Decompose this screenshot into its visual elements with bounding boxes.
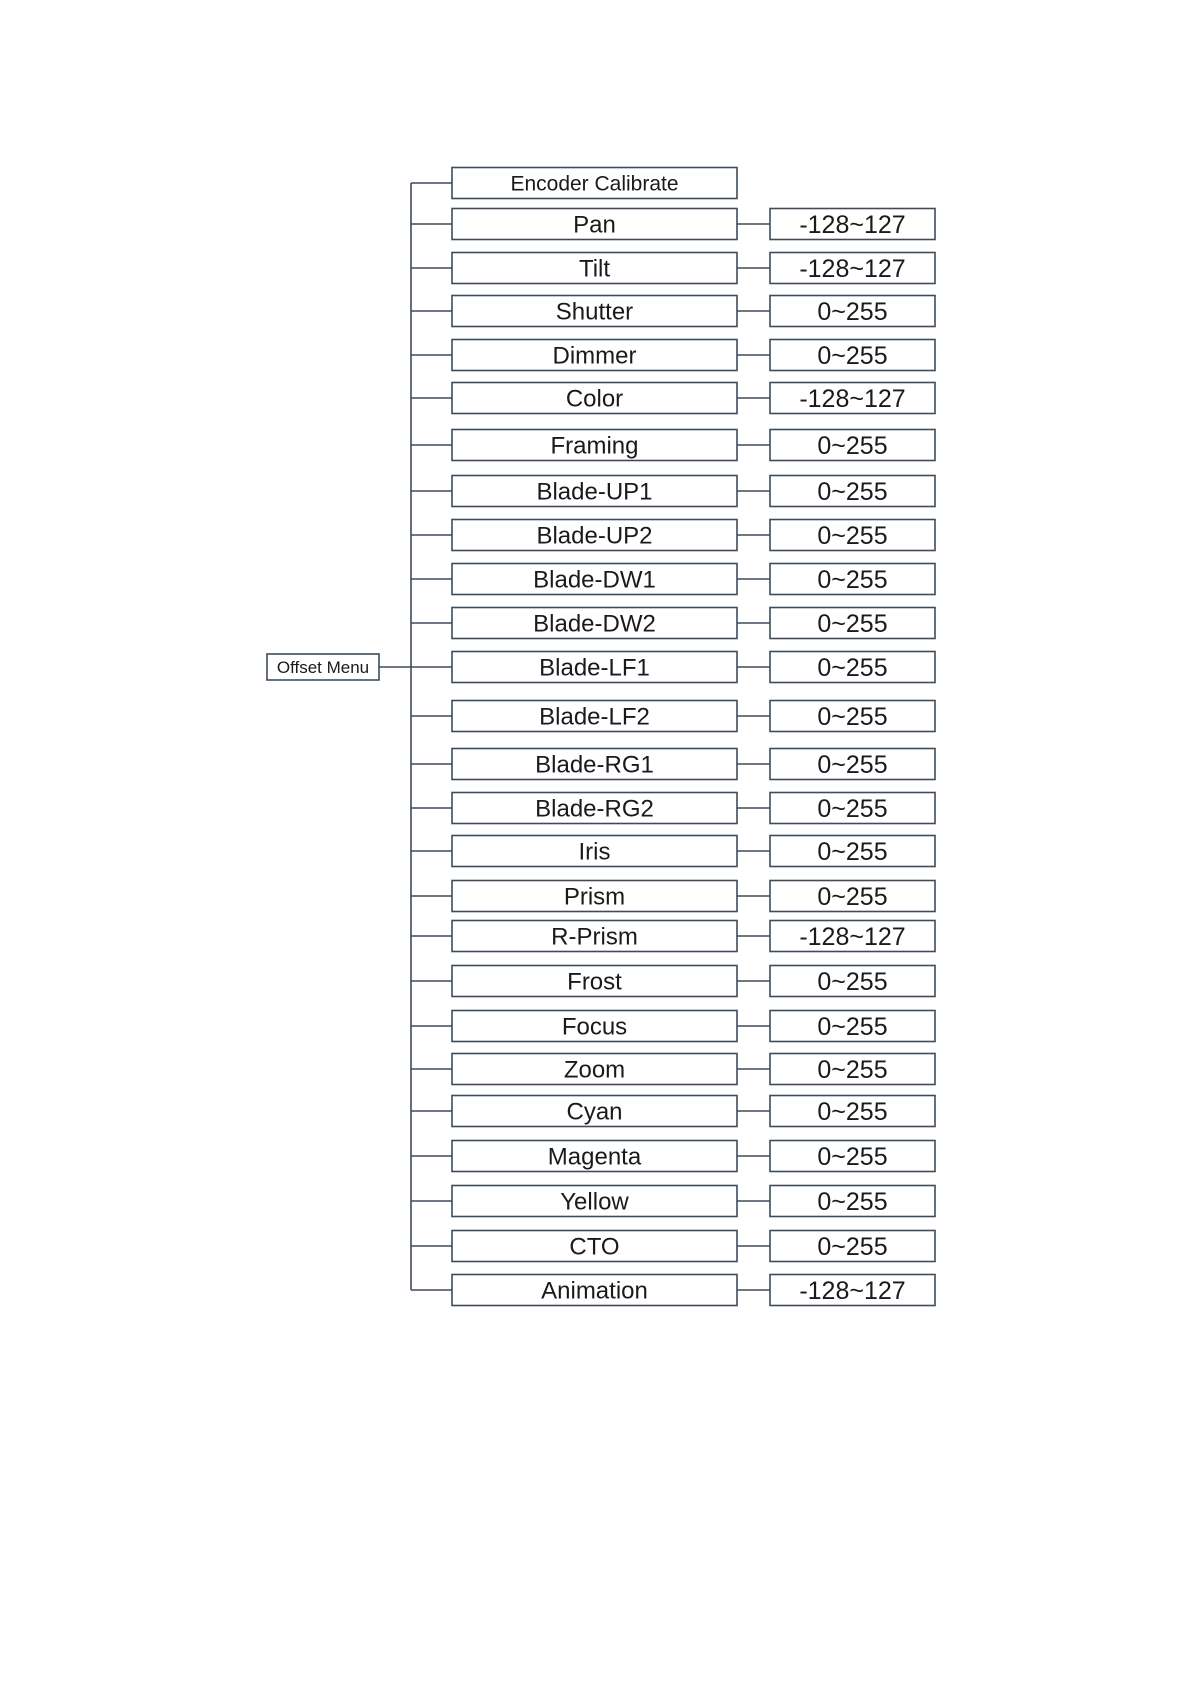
menu-item — [452, 564, 935, 595]
menu-item — [452, 168, 737, 199]
menu-items — [452, 168, 935, 1306]
item-label: CTO — [569, 1233, 620, 1261]
menu-item — [452, 430, 935, 461]
range-value: 0~255 — [817, 610, 888, 638]
menu-item — [452, 1186, 935, 1217]
range-value: -128~127 — [799, 255, 906, 283]
item-label: Yellow — [560, 1188, 629, 1216]
range-value: 0~255 — [817, 478, 888, 506]
range-value: 0~255 — [817, 795, 888, 823]
range-value: -128~127 — [799, 385, 906, 413]
menu-item — [452, 296, 935, 327]
menu-item — [452, 608, 935, 639]
item-label: Magenta — [547, 1143, 642, 1171]
root-label: Offset Menu — [276, 658, 370, 677]
menu-item — [452, 1231, 935, 1262]
item-label: Shutter — [555, 298, 634, 326]
range-value: 0~255 — [817, 1056, 888, 1084]
range-value: 0~255 — [817, 883, 888, 911]
item-label: Tilt — [578, 255, 611, 283]
item-label: Color — [565, 385, 624, 413]
range-value: 0~255 — [817, 1013, 888, 1041]
menu-item — [452, 921, 935, 952]
item-label: Zoom — [563, 1056, 626, 1084]
menu-item — [452, 520, 935, 551]
menu-item — [452, 1275, 935, 1306]
range-value: 0~255 — [817, 751, 888, 779]
range-value: 0~255 — [817, 838, 888, 866]
range-value: -128~127 — [799, 923, 906, 951]
item-label: Focus — [561, 1013, 628, 1041]
menu-item — [452, 340, 935, 371]
range-value: 0~255 — [817, 342, 888, 370]
item-label: Frost — [567, 968, 622, 996]
menu-item — [452, 966, 935, 997]
range-value: 0~255 — [817, 1098, 888, 1126]
range-value: 0~255 — [817, 522, 888, 550]
range-value: 0~255 — [817, 968, 888, 996]
item-label: Framing — [550, 432, 639, 460]
item-label: Encoder Calibrate — [510, 172, 679, 196]
range-value: 0~255 — [817, 703, 888, 731]
item-label: Blade-RG1 — [535, 751, 654, 779]
menu-item — [452, 383, 935, 414]
menu-item — [452, 749, 935, 780]
menu-item — [452, 793, 935, 824]
range-value: 0~255 — [817, 298, 888, 326]
item-label: Blade-LF1 — [539, 654, 650, 682]
menu-item — [452, 1096, 935, 1127]
item-label: Iris — [578, 838, 611, 866]
range-value: -128~127 — [799, 211, 906, 239]
menu-item — [452, 701, 935, 732]
item-label: Blade-UP1 — [536, 478, 653, 506]
item-label: Prism — [563, 883, 626, 911]
menu-item — [452, 209, 935, 240]
range-value: 0~255 — [817, 1233, 888, 1261]
range-value: 0~255 — [817, 1143, 888, 1171]
item-label: Cyan — [566, 1098, 623, 1126]
item-label: Blade-DW1 — [533, 566, 656, 594]
menu-item — [452, 836, 935, 867]
range-value: 0~255 — [817, 432, 888, 460]
menu-item — [452, 1054, 935, 1085]
item-label: Blade-UP2 — [536, 522, 653, 550]
range-value: 0~255 — [817, 654, 888, 682]
root-node — [267, 654, 379, 680]
item-label: Blade-DW2 — [533, 610, 656, 638]
item-label: Blade-RG2 — [535, 795, 654, 823]
range-value: -128~127 — [799, 1277, 906, 1305]
menu-item — [452, 652, 935, 683]
menu-item — [452, 476, 935, 507]
item-label: Animation — [541, 1277, 648, 1305]
item-label: Pan — [573, 211, 616, 239]
item-label: R-Prism — [551, 923, 638, 951]
menu-item — [452, 881, 935, 912]
range-value: 0~255 — [817, 566, 888, 594]
item-label: Dimmer — [552, 342, 637, 370]
item-label: Blade-LF2 — [539, 703, 650, 731]
menu-item — [452, 1141, 935, 1172]
menu-item — [452, 1011, 935, 1042]
range-value: 0~255 — [817, 1188, 888, 1216]
menu-item — [452, 253, 935, 284]
